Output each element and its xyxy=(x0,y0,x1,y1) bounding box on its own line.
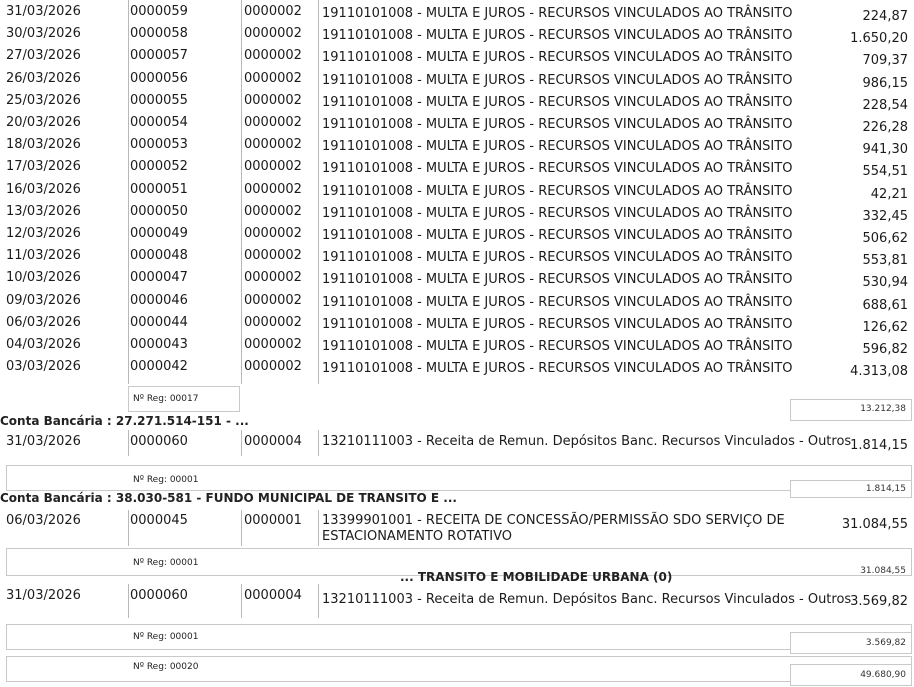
date-cell: 31/03/2026 xyxy=(6,4,81,19)
date-cell: 17/03/2026 xyxy=(6,159,81,175)
total-record-count: Nº Reg: 00020 xyxy=(133,662,199,672)
description-cell: 19110101008 - MULTA E JUROS - RECURSOS VINCULADOS AO TRÂNSITO xyxy=(322,6,793,21)
column-divider xyxy=(318,0,319,384)
column-divider xyxy=(318,584,319,618)
record-count: Nº Reg: 00017 xyxy=(133,394,199,404)
document-cell: 0000001 xyxy=(244,513,302,528)
description-cell: 19110101008 - MULTA E JUROS - RECURSOS VINCULADOS AO TRÂNSITO xyxy=(322,205,793,221)
date-cell: 31/03/2026 xyxy=(6,434,81,449)
entry-number-cell: 0000056 xyxy=(130,70,188,86)
document-cell: 0000002 xyxy=(244,314,302,330)
description-cell: 13399901001 - RECEITA DE CONCESSÃO/PERMISSÃO SDO SERVIÇO DE xyxy=(322,513,785,528)
amount-cell: 228,54 xyxy=(862,97,908,113)
document-cell: 0000002 xyxy=(244,270,302,286)
entry-number-cell: 0000043 xyxy=(130,337,188,352)
entry-number-cell: 0000060 xyxy=(130,434,188,449)
column-divider xyxy=(241,584,242,618)
document-cell: 0000002 xyxy=(244,248,302,264)
record-count: Nº Reg: 00001 xyxy=(133,475,199,485)
entry-number-cell: 0000046 xyxy=(130,292,188,308)
amount-cell: 986,15 xyxy=(862,75,908,91)
date-cell: 30/03/2026 xyxy=(6,26,81,42)
amount-cell: 553,81 xyxy=(862,253,908,269)
date-cell: 04/03/2026 xyxy=(6,337,81,352)
entry-number-cell: 0000054 xyxy=(130,115,188,130)
date-cell: 06/03/2026 xyxy=(6,513,81,528)
document-cell: 0000002 xyxy=(244,159,302,175)
amount-cell: 42,21 xyxy=(870,186,908,202)
amount-cell: 31.084,55 xyxy=(841,517,908,532)
description-cell: 19110101008 - MULTA E JUROS - RECURSOS VINCULADOS AO TRÂNSITO xyxy=(322,339,793,354)
amount-cell: 506,62 xyxy=(862,231,908,246)
amount-cell: 226,28 xyxy=(862,120,908,135)
subtotal-value: 31.084,55 xyxy=(860,566,906,576)
column-divider xyxy=(128,584,129,618)
date-cell: 31/03/2026 xyxy=(6,588,81,603)
entry-number-cell: 0000047 xyxy=(130,270,188,286)
description-cell-line2: ESTACIONAMENTO ROTATIVO xyxy=(322,529,513,544)
entry-number-cell: 0000042 xyxy=(130,359,188,375)
column-divider xyxy=(318,430,319,456)
date-cell: 16/03/2026 xyxy=(6,181,81,197)
entry-number-cell: 0000051 xyxy=(130,181,188,197)
column-divider xyxy=(128,430,129,456)
description-cell: 19110101008 - MULTA E JUROS - RECURSOS VINCULADOS AO TRÂNSITO xyxy=(322,183,793,199)
bank-account-header-clipped: Conta Bancária : 38.030-581 - FUNDO MUNICIPAL DE TRANSITO E ... xyxy=(0,491,457,505)
document-cell: 0000002 xyxy=(244,337,302,352)
column-divider xyxy=(241,510,242,546)
description-cell: 19110101008 - MULTA E JUROS - RECURSOS VINCULADOS AO TRÂNSITO xyxy=(322,316,793,332)
description-cell: 19110101008 - MULTA E JUROS - RECURSOS VINCULADOS AO TRÂNSITO xyxy=(322,139,793,155)
description-cell: 19110101008 - MULTA E JUROS - RECURSOS VINCULADOS AO TRÂNSITO xyxy=(322,272,793,288)
date-cell: 06/03/2026 xyxy=(6,314,81,330)
document-cell: 0000004 xyxy=(244,434,302,449)
amount-cell: 332,45 xyxy=(862,208,908,224)
description-cell: 13210111003 - Receita de Remun. Depósitos Banc. Recursos Vinculados - Outros xyxy=(322,592,852,607)
subtotal-value: 3.569,82 xyxy=(865,638,906,648)
date-cell: 03/03/2026 xyxy=(6,359,81,375)
entry-number-cell: 0000059 xyxy=(130,4,188,19)
description-cell: 19110101008 - MULTA E JUROS - RECURSOS VINCULADOS AO TRÂNSITO xyxy=(322,228,793,243)
entry-number-cell: 0000052 xyxy=(130,159,188,175)
amount-cell: 1.650,20 xyxy=(850,31,908,47)
amount-cell: 941,30 xyxy=(862,142,908,158)
entry-number-cell: 0000058 xyxy=(130,26,188,42)
date-cell: 18/03/2026 xyxy=(6,137,81,153)
document-cell: 0000002 xyxy=(244,359,302,375)
entry-number-cell: 0000045 xyxy=(130,513,188,528)
amount-cell: 688,61 xyxy=(862,297,908,313)
date-cell: 27/03/2026 xyxy=(6,48,81,64)
entry-number-cell: 0000044 xyxy=(130,314,188,330)
amount-cell: 530,94 xyxy=(862,275,908,291)
date-cell: 25/03/2026 xyxy=(6,92,81,108)
grand-total-value: 49.680,90 xyxy=(860,670,906,680)
entry-number-cell: 0000049 xyxy=(130,226,188,241)
amount-cell: 554,51 xyxy=(862,164,908,180)
date-cell: 13/03/2026 xyxy=(6,203,81,219)
date-cell: 10/03/2026 xyxy=(6,270,81,286)
column-divider xyxy=(241,430,242,456)
entry-number-cell: 0000050 xyxy=(130,203,188,219)
entry-number-cell: 0000057 xyxy=(130,48,188,64)
document-cell: 0000002 xyxy=(244,203,302,219)
amount-cell: 596,82 xyxy=(862,342,908,357)
document-cell: 0000002 xyxy=(244,115,302,130)
date-cell: 12/03/2026 xyxy=(6,226,81,241)
subtotal-value: 1.814,15 xyxy=(865,484,906,494)
bank-account-header-clipped: ... TRANSITO E MOBILIDADE URBANA (0) xyxy=(400,570,673,584)
description-cell: 19110101008 - MULTA E JUROS - RECURSOS VINCULADOS AO TRÂNSITO xyxy=(322,94,793,110)
column-divider xyxy=(128,510,129,546)
entry-number-cell: 0000053 xyxy=(130,137,188,153)
document-cell: 0000002 xyxy=(244,226,302,241)
document-cell: 0000002 xyxy=(244,26,302,42)
document-cell: 0000004 xyxy=(244,588,302,603)
date-cell: 09/03/2026 xyxy=(6,292,81,308)
description-cell: 19110101008 - MULTA E JUROS - RECURSOS VINCULADOS AO TRÂNSITO xyxy=(322,117,793,132)
amount-cell: 1.814,15 xyxy=(850,438,908,453)
document-cell: 0000002 xyxy=(244,70,302,86)
document-cell: 0000002 xyxy=(244,92,302,108)
amount-cell: 709,37 xyxy=(862,53,908,69)
record-count: Nº Reg: 00001 xyxy=(133,558,199,568)
document-cell: 0000002 xyxy=(244,181,302,197)
document-cell: 0000002 xyxy=(244,4,302,19)
description-cell: 19110101008 - MULTA E JUROS - RECURSOS VINCULADOS AO TRÂNSITO xyxy=(322,50,793,66)
document-cell: 0000002 xyxy=(244,137,302,153)
description-cell: 19110101008 - MULTA E JUROS - RECURSOS VINCULADOS AO TRÂNSITO xyxy=(322,294,793,310)
date-cell: 20/03/2026 xyxy=(6,115,81,130)
subtotal-value: 13.212,38 xyxy=(860,404,906,414)
amount-cell: 126,62 xyxy=(862,319,908,335)
description-cell: 19110101008 - MULTA E JUROS - RECURSOS VINCULADOS AO TRÂNSITO xyxy=(322,72,793,88)
description-cell: 19110101008 - MULTA E JUROS - RECURSOS VINCULADOS AO TRÂNSITO xyxy=(322,28,793,44)
date-cell: 11/03/2026 xyxy=(6,248,81,264)
bank-account-header-clipped: Conta Bancária : 27.271.514-151 - ... xyxy=(0,414,249,428)
description-cell: 19110101008 - MULTA E JUROS - RECURSOS VINCULADOS AO TRÂNSITO xyxy=(322,161,793,177)
entry-number-cell: 0000048 xyxy=(130,248,188,264)
document-cell: 0000002 xyxy=(244,48,302,64)
description-cell: 19110101008 - MULTA E JUROS - RECURSOS VINCULADOS AO TRÂNSITO xyxy=(322,250,793,266)
entry-number-cell: 0000055 xyxy=(130,92,188,108)
column-divider xyxy=(128,0,129,384)
date-cell: 26/03/2026 xyxy=(6,70,81,86)
column-divider xyxy=(241,0,242,384)
entry-number-cell: 0000060 xyxy=(130,588,188,603)
description-cell: 19110101008 - MULTA E JUROS - RECURSOS VINCULADOS AO TRÂNSITO xyxy=(322,361,793,377)
column-divider xyxy=(318,510,319,546)
record-count: Nº Reg: 00001 xyxy=(133,632,199,642)
amount-cell: 224,87 xyxy=(862,9,908,24)
amount-cell: 3.569,82 xyxy=(850,594,908,609)
description-cell: 13210111003 - Receita de Remun. Depósitos Banc. Recursos Vinculados - Outros xyxy=(322,434,852,449)
amount-cell: 4.313,08 xyxy=(850,364,908,380)
document-cell: 0000002 xyxy=(244,292,302,308)
